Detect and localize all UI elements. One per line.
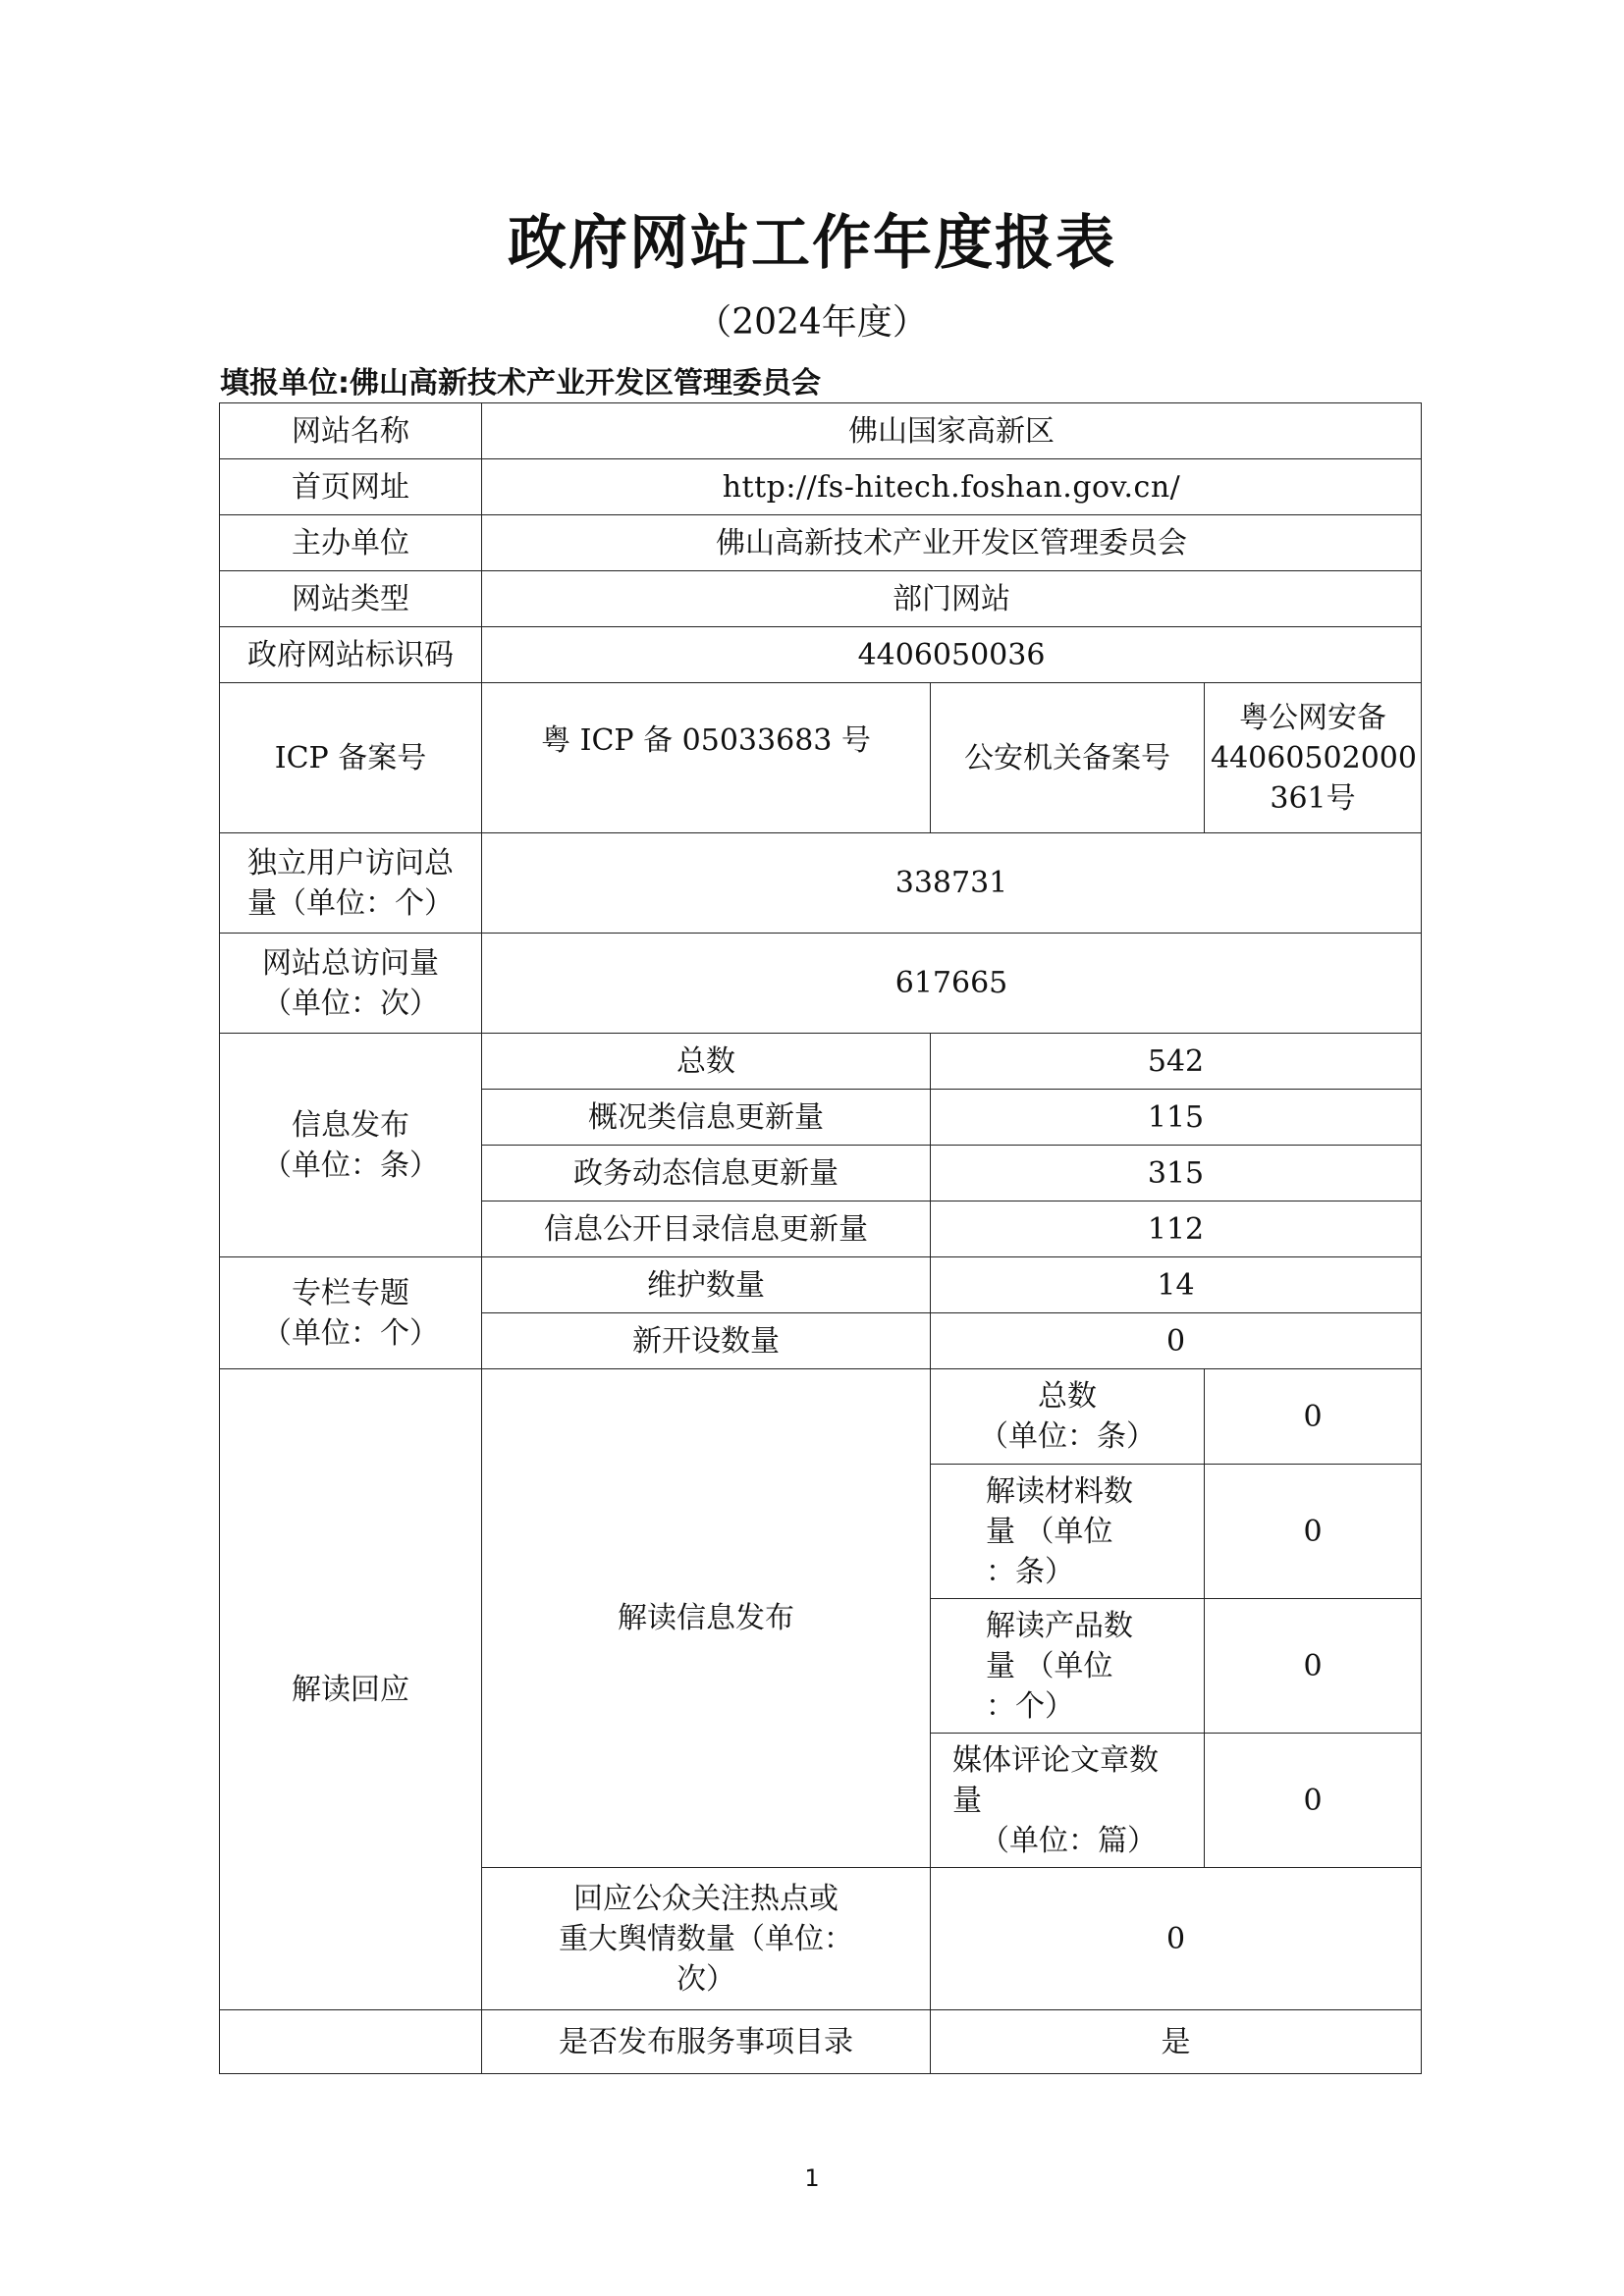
columns-maintained-label: 维护数量 xyxy=(482,1257,931,1313)
table-row-site-name xyxy=(220,403,1422,459)
interpret-total-label xyxy=(931,1369,1205,1465)
columns-label xyxy=(220,1257,482,1369)
info-overview-value: 115 xyxy=(931,1090,1422,1146)
police-record-label: 公安机关备案号 xyxy=(931,683,1205,833)
site-code-value: 4406050036 xyxy=(482,627,1422,683)
interpret-products-line2: 量 （单位 xyxy=(986,1648,1113,1683)
info-news-value: 315 xyxy=(931,1146,1422,1201)
sponsor-value: 佛山高新技术产业开发区管理委员会 xyxy=(482,515,1422,571)
table-row-pv xyxy=(220,934,1422,1034)
interpret-sub-label: 解读信息发布 xyxy=(482,1369,931,1868)
site-type-value: 部门网站 xyxy=(482,571,1422,627)
info-total-label: 总数 xyxy=(482,1034,931,1090)
icp-value: 粤 ICP 备 05033683 号 xyxy=(482,683,931,833)
site-name-label: 网站名称 xyxy=(220,403,482,459)
info-publish-label xyxy=(220,1034,482,1257)
homepage-url: http://fs-hitech.foshan.gov.cn/ xyxy=(482,459,1422,515)
columns-label-line1: 专栏专题 xyxy=(292,1275,409,1310)
table-row-homepage xyxy=(220,459,1422,515)
interpret-materials-line1: 解读材料数 xyxy=(986,1473,1133,1509)
table-row-columns-maintained xyxy=(220,1257,1422,1313)
site-name-value: 佛山国家高新区 xyxy=(482,403,1422,459)
info-catalog-label: 信息公开目录信息更新量 xyxy=(482,1201,931,1257)
interpret-materials-line2: 量 （单位 xyxy=(986,1514,1113,1549)
table-row-icp xyxy=(220,683,1422,833)
service-empty-cell xyxy=(220,2010,482,2074)
table-row-service xyxy=(220,2010,1422,2074)
table-row-site-type xyxy=(220,571,1422,627)
table-row-uv xyxy=(220,833,1422,934)
sponsor-label: 主办单位 xyxy=(220,515,482,571)
response-label-line3: 次） xyxy=(677,1961,735,1997)
year-close-paren: ） xyxy=(892,302,928,343)
police-record-line2: 44060502000 xyxy=(1211,740,1417,775)
response-label-line2: 重大舆情数量（单位： xyxy=(559,1921,853,1956)
columns-label-line2: （单位：个） xyxy=(262,1315,439,1351)
response-value: 0 xyxy=(931,1868,1422,2010)
interpret-materials-line3: ：条） xyxy=(986,1554,1074,1589)
interpret-media-label xyxy=(931,1734,1205,1868)
response-label-line1: 回应公众关注热点或 xyxy=(573,1881,839,1916)
table-row-info-total xyxy=(220,1034,1422,1090)
columns-new-label: 新开设数量 xyxy=(482,1313,931,1369)
year-open-paren: （ xyxy=(696,302,732,343)
reporting-unit xyxy=(220,358,821,401)
info-overview-label: 概况类信息更新量 xyxy=(482,1090,931,1146)
interpret-media-line3: （单位：篇） xyxy=(980,1823,1157,1858)
police-record-line1: 粤公网安备 xyxy=(1239,700,1386,735)
uv-label-line1: 独立用户访问总 xyxy=(247,845,454,881)
police-record-line3: 361号 xyxy=(1270,780,1356,816)
response-label xyxy=(482,1868,931,2010)
reporting-unit-label: 填报单位: xyxy=(220,366,350,400)
interpret-media-line2: 量 xyxy=(952,1783,982,1818)
interpret-media-value: 0 xyxy=(1205,1734,1422,1868)
pv-label xyxy=(220,934,482,1034)
interpret-total-value: 0 xyxy=(1205,1369,1422,1465)
service-value: 是 xyxy=(931,2010,1422,2074)
interpret-label: 解读回应 xyxy=(220,1369,482,2010)
homepage-label: 首页网址 xyxy=(220,459,482,515)
info-catalog-value: 112 xyxy=(931,1201,1422,1257)
interpret-total-line1: 总数 xyxy=(1038,1379,1097,1414)
info-total-value: 542 xyxy=(931,1034,1422,1090)
interpret-products-line3: ：个） xyxy=(986,1688,1074,1724)
columns-maintained-value: 14 xyxy=(931,1257,1422,1313)
columns-new-value: 0 xyxy=(931,1313,1422,1369)
page-number: 1 xyxy=(804,2164,820,2192)
interpret-media-line1: 媒体评论文章数 xyxy=(952,1742,1159,1778)
interpret-total-line2: （单位：条） xyxy=(979,1419,1156,1454)
pv-label-line1: 网站总访问量 xyxy=(262,945,439,981)
site-code-label: 政府网站标识码 xyxy=(220,627,482,683)
pv-label-line2: （单位：次） xyxy=(262,986,439,1021)
interpret-products-line1: 解读产品数 xyxy=(986,1608,1133,1643)
site-type-label: 网站类型 xyxy=(220,571,482,627)
uv-label xyxy=(220,833,482,934)
info-publish-label-line1: 信息发布 xyxy=(292,1107,409,1143)
icp-label: ICP 备案号 xyxy=(220,683,482,833)
table-row-site-code xyxy=(220,627,1422,683)
interpret-materials-value: 0 xyxy=(1205,1465,1422,1599)
year-text: 2024年度 xyxy=(731,302,893,343)
reporting-unit-value: 佛山高新技术产业开发区管理委员会 xyxy=(350,366,821,400)
police-record-value xyxy=(1205,683,1422,833)
uv-value: 338731 xyxy=(482,833,1422,934)
report-table xyxy=(219,402,1422,2074)
page-title: 政府网站工作年度报表 xyxy=(508,209,1116,278)
interpret-materials-label xyxy=(931,1465,1205,1599)
service-label: 是否发布服务事项目录 xyxy=(482,2010,931,2074)
info-publish-label-line2: （单位：条） xyxy=(262,1148,439,1183)
table-row-sponsor xyxy=(220,515,1422,571)
uv-label-line2: 量（单位：个） xyxy=(247,885,454,921)
info-news-label: 政务动态信息更新量 xyxy=(482,1146,931,1201)
interpret-products-value: 0 xyxy=(1205,1599,1422,1734)
table-row-interpret-total xyxy=(220,1369,1422,1465)
pv-value: 617665 xyxy=(482,934,1422,1034)
report-year xyxy=(0,294,1624,345)
interpret-products-label xyxy=(931,1599,1205,1734)
